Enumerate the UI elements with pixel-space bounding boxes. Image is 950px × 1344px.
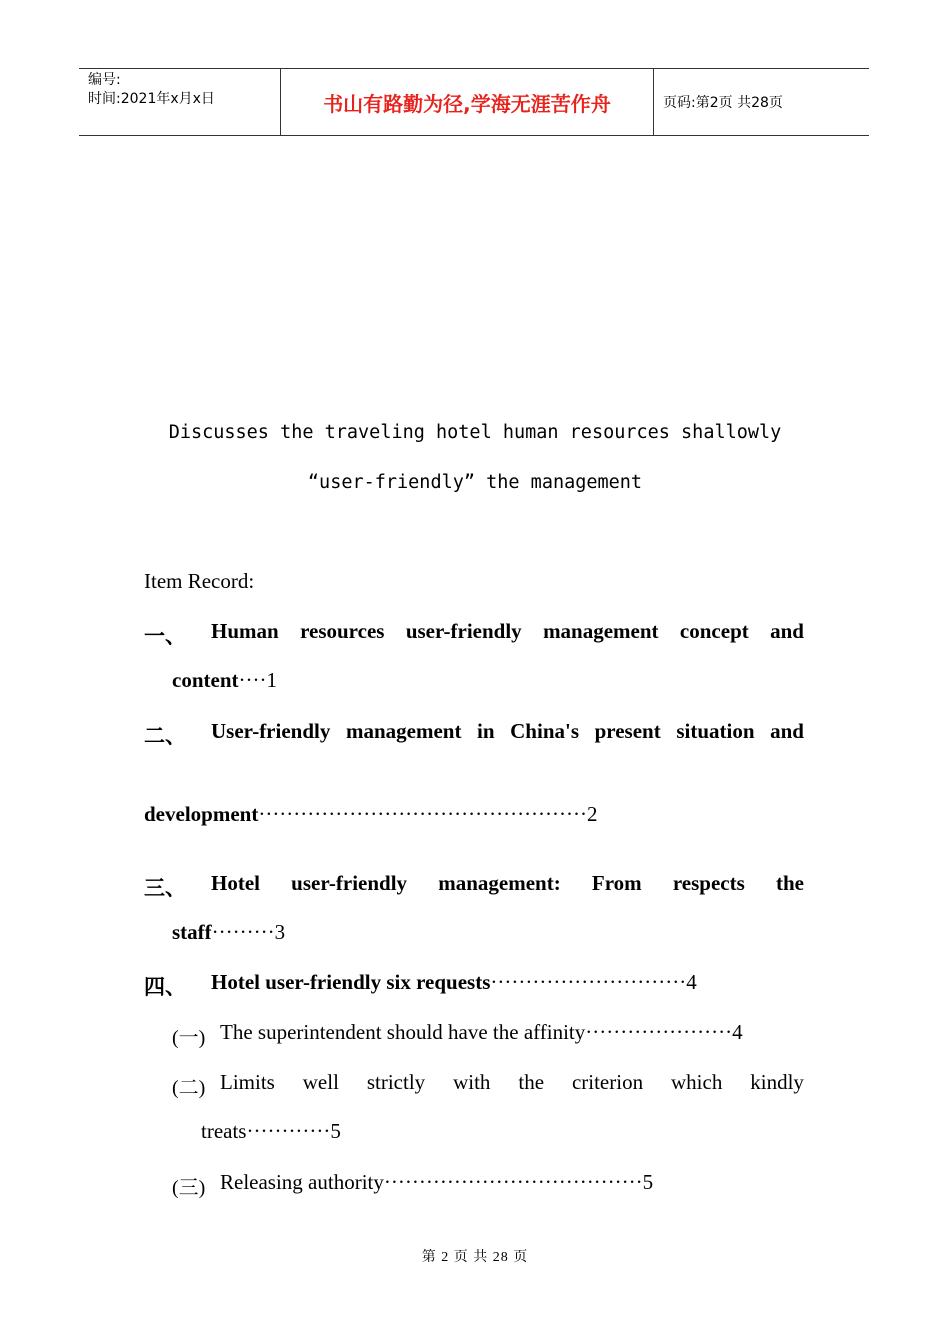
toc-item4-number: 四、	[144, 975, 186, 999]
toc-item2-page: ···············································2	[258, 802, 598, 826]
toc-item2-line	[211, 719, 804, 744]
toc-word: From	[591, 871, 642, 895]
toc-word: criterion	[571, 1070, 644, 1094]
page-header	[79, 68, 869, 136]
toc-word: management	[543, 619, 659, 643]
page-footer: 第 2 页 共 28 页	[421, 1250, 529, 1265]
toc-item1-continuation	[172, 668, 277, 693]
toc-item1-page: ····1	[238, 668, 277, 692]
toc-item3-line	[211, 871, 804, 896]
toc-sub1-number: (一)	[172, 1027, 206, 1049]
toc-word: User-friendly	[211, 719, 331, 743]
toc-sub1-text: The superintendent should have the affinity	[220, 1020, 586, 1044]
toc-sub3-number: (三)	[172, 1177, 206, 1199]
toc-item1-cont-text: content	[172, 668, 239, 692]
toc-sub1-page: ·····················4	[585, 1020, 743, 1044]
toc-item2-number: 二、	[144, 724, 186, 748]
toc-word: Human	[211, 619, 279, 643]
toc-item3-page: ·········3	[211, 920, 286, 944]
toc-word: management	[345, 719, 462, 743]
toc-word: and	[770, 619, 804, 643]
header-meta	[79, 69, 281, 135]
toc-item4-text: Hotel user-friendly six requests	[211, 970, 491, 994]
toc-word: China's	[510, 719, 580, 743]
toc-item4-page: ····························4	[490, 970, 697, 994]
toc-word: the	[775, 871, 804, 895]
number-label: 编号:	[88, 72, 121, 88]
header-page-label: 页码:第2页 共28页	[663, 95, 783, 111]
toc-word: with	[453, 1070, 491, 1094]
toc-word: strictly	[366, 1070, 426, 1094]
toc-heading: Item Record:	[144, 569, 255, 593]
toc-word: user-friendly	[291, 871, 408, 895]
toc-word: situation	[676, 719, 755, 743]
toc-sub1-line	[220, 1020, 743, 1045]
toc-sub3-line	[220, 1170, 653, 1195]
toc-sub3-page: ·····································5	[383, 1170, 654, 1194]
toc-item3-number: 三、	[144, 876, 186, 900]
toc-word: respects	[672, 871, 745, 895]
toc-item3-cont-text: staff	[172, 920, 212, 944]
toc-word: user-friendly	[405, 619, 522, 643]
toc-item2-cont-text: development	[144, 802, 259, 826]
toc-sub2-cont-text: treats	[201, 1119, 247, 1143]
document-title-line1: Discusses the traveling hotel human resources shallowly	[168, 422, 782, 443]
document-title-line2: “user-friendly” the management	[307, 472, 643, 493]
toc-item4-line	[211, 970, 697, 995]
toc-word: Limits	[220, 1070, 275, 1094]
toc-word: concept	[679, 619, 749, 643]
toc-word: kindly	[750, 1070, 804, 1094]
toc-word: Hotel	[211, 871, 260, 895]
toc-item1-line	[211, 619, 804, 644]
toc-sub2-page: ············5	[246, 1119, 341, 1143]
toc-word: and	[770, 719, 804, 743]
toc-word: present	[594, 719, 661, 743]
toc-item3-continuation	[172, 920, 285, 945]
toc-word: which	[671, 1070, 723, 1094]
toc-word: in	[477, 719, 495, 743]
header-motto: 书山有路勤为径,学海无涯苦作舟	[281, 69, 654, 135]
toc-sub3-text: Releasing authority	[220, 1170, 384, 1194]
time-label: 时间:2021年x月x日	[88, 91, 215, 107]
toc-item1-number: 一、	[144, 624, 186, 648]
toc-word: resources	[300, 619, 385, 643]
toc-sub2-number: (二)	[172, 1077, 206, 1099]
toc-word: management:	[438, 871, 561, 895]
toc-item2-continuation	[144, 802, 598, 827]
toc-sub2-continuation	[201, 1119, 341, 1144]
toc-word: the	[518, 1070, 545, 1094]
toc-word: well	[302, 1070, 339, 1094]
toc-sub2-line	[220, 1070, 804, 1095]
